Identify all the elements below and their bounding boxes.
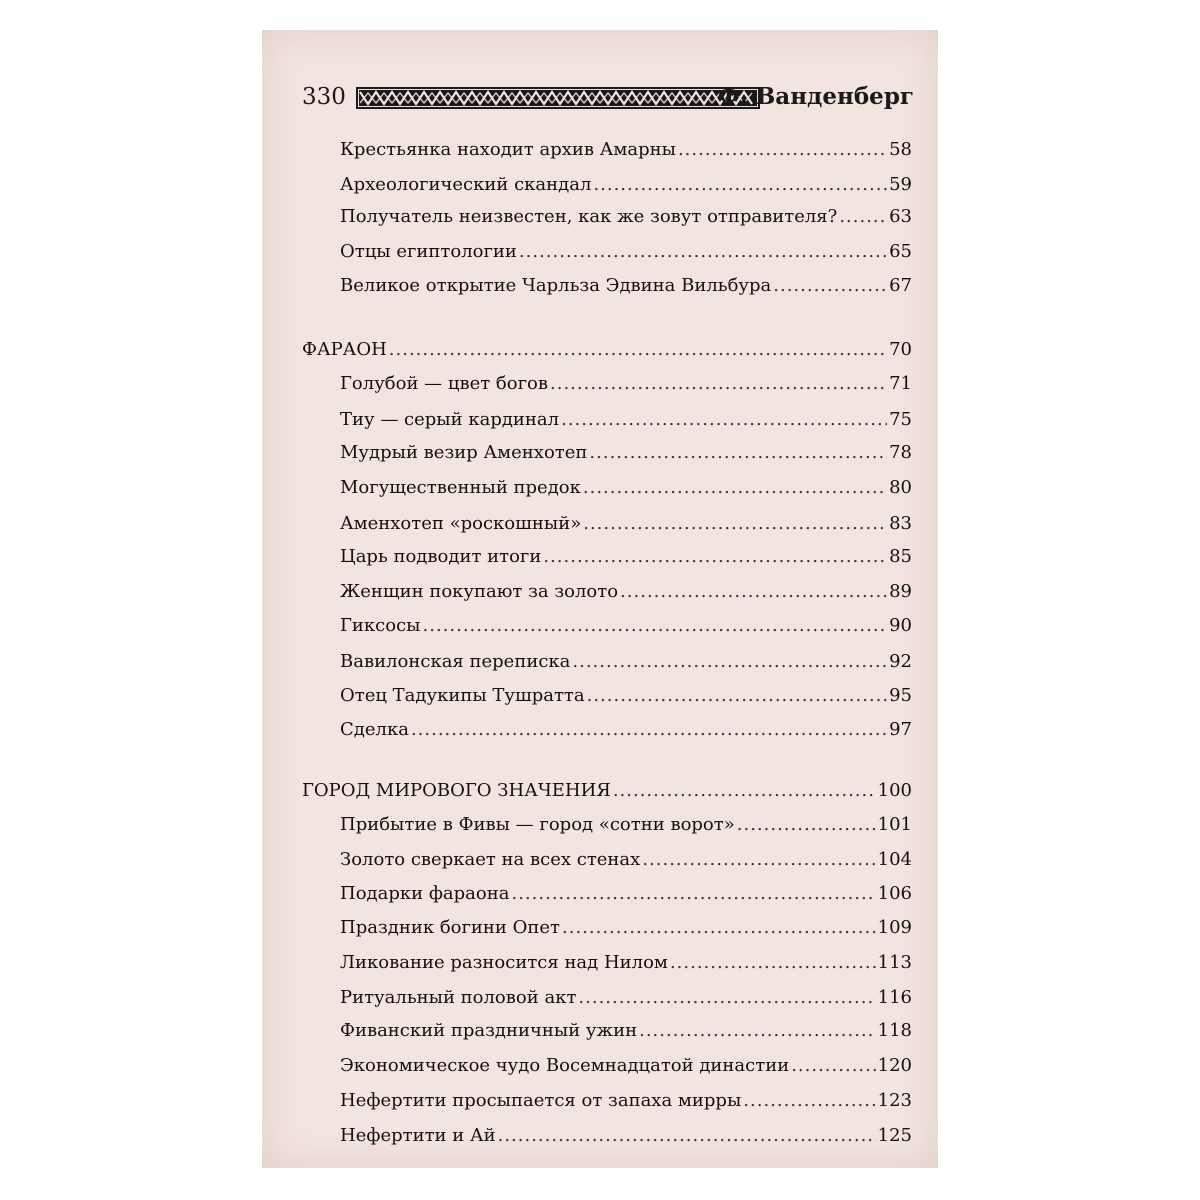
toc-entry <box>340 650 912 674</box>
toc-entry-title: Царь подводит итоги <box>340 546 542 567</box>
dot-leader <box>670 951 876 975</box>
toc-entry-page: 109 <box>877 917 912 938</box>
dot-leader <box>562 916 876 940</box>
dot-leader <box>737 813 876 837</box>
toc-entry-title: Ликование разносится над Нилом <box>340 952 668 973</box>
toc-entry <box>340 205 912 229</box>
toc-entry-page: 100 <box>877 780 912 801</box>
toc-section <box>302 338 912 362</box>
toc-entry-page: 90 <box>889 615 912 636</box>
dot-leader <box>423 614 888 638</box>
dot-leader <box>743 1089 875 1113</box>
dot-leader <box>498 1124 876 1148</box>
toc-entry-page: 95 <box>889 685 912 706</box>
toc-entry-page: 70 <box>889 339 912 360</box>
toc-entry-page: 58 <box>889 139 912 160</box>
dot-leader <box>589 441 887 465</box>
dot-leader <box>620 580 887 604</box>
toc-entry <box>340 951 912 975</box>
toc-entry-title: Отцы египтологии <box>340 241 517 262</box>
toc-entry <box>340 684 912 708</box>
toc-entry <box>340 580 912 604</box>
dot-leader <box>583 476 887 500</box>
toc-entry <box>340 240 912 264</box>
toc-entry-title: Нефертити просыпается от запаха мирры <box>340 1090 742 1111</box>
toc-entry-title: Аменхотеп «роскошный» <box>340 513 582 534</box>
toc-entry-title: Экономическое чудо Восемнадцатой династии <box>340 1055 790 1076</box>
toc-entry-title: Нефертити и Ай <box>340 1125 496 1146</box>
toc-entry <box>340 986 912 1010</box>
dot-leader <box>839 205 887 229</box>
toc-entry <box>340 408 912 432</box>
toc-entry <box>340 718 912 742</box>
toc-entry-page: 97 <box>889 719 912 740</box>
toc-entry <box>340 173 912 197</box>
toc-entry-title: Вавилонская переписка <box>340 651 571 672</box>
toc-entry-page: 85 <box>889 546 912 567</box>
table-of-contents <box>262 30 938 1168</box>
toc-entry-page: 65 <box>889 241 912 262</box>
toc-entry <box>340 813 912 837</box>
dot-leader <box>678 138 887 162</box>
toc-entry <box>340 476 912 500</box>
toc-entry-title: Гиксосы <box>340 615 421 636</box>
toc-entry <box>340 372 912 396</box>
toc-entry-title: ФАРАОН <box>302 339 387 360</box>
dot-leader <box>411 718 887 742</box>
dot-leader <box>519 240 887 264</box>
toc-entry <box>340 512 912 536</box>
dot-leader <box>550 372 887 396</box>
toc-entry <box>340 1054 912 1078</box>
toc-entry-page: 89 <box>889 581 912 602</box>
dot-leader <box>773 274 887 298</box>
toc-entry-title: Сделка <box>340 719 409 740</box>
toc-entry-page: 92 <box>889 651 912 672</box>
dot-leader <box>639 1019 876 1043</box>
toc-entry-page: 63 <box>889 206 912 227</box>
toc-entry-title: Золото сверкает на всех стенах <box>340 849 641 870</box>
toc-entry-page: 67 <box>889 275 912 296</box>
toc-entry-title: Голубой — цвет богов <box>340 373 549 394</box>
toc-entry-page: 118 <box>877 1020 912 1041</box>
toc-entry <box>340 545 912 569</box>
toc-entry <box>340 274 912 298</box>
dot-leader <box>511 882 875 906</box>
dot-leader <box>572 650 887 674</box>
dot-leader <box>587 684 887 708</box>
toc-entry-title: Получатель неизвестен, как же зовут отправителя? <box>340 206 838 227</box>
dot-leader <box>791 1054 875 1078</box>
toc-entry-page: 80 <box>889 477 912 498</box>
toc-entry-title: Праздник богини Опет <box>340 917 560 938</box>
toc-entry-page: 78 <box>889 442 912 463</box>
dot-leader <box>389 338 887 362</box>
toc-entry <box>340 1089 912 1113</box>
toc-entry-title: ГОРОД МИРОВОГО ЗНАЧЕНИЯ <box>302 780 611 801</box>
toc-entry-title: Подарки фараона <box>340 883 510 904</box>
toc-entry-title: Ритуальный половой акт <box>340 987 577 1008</box>
dot-leader <box>578 986 875 1010</box>
author-name: Ф. Ванденберг <box>718 83 914 110</box>
toc-entry <box>340 1019 912 1043</box>
toc-entry-page: 83 <box>889 513 912 534</box>
toc-entry-title: Могущественный предок <box>340 477 581 498</box>
toc-entry-page: 120 <box>877 1055 912 1076</box>
toc-entry-page: 125 <box>877 1125 912 1146</box>
toc-entry-page: 116 <box>877 987 912 1008</box>
toc-entry <box>340 614 912 638</box>
toc-entry <box>340 138 912 162</box>
dot-leader <box>561 408 887 432</box>
toc-entry <box>340 848 912 872</box>
toc-entry-page: 71 <box>889 373 912 394</box>
toc-entry-page: 123 <box>877 1090 912 1111</box>
toc-entry-title: Крестьянка находит архив Амарны <box>340 139 676 160</box>
toc-entry <box>340 1124 912 1148</box>
dot-leader <box>593 173 887 197</box>
book-page <box>262 30 938 1168</box>
toc-entry <box>340 882 912 906</box>
toc-entry-title: Женщин покупают за золото <box>340 581 619 602</box>
toc-entry-title: Археологический скандал <box>340 174 592 195</box>
toc-entry-page: 75 <box>889 409 912 430</box>
toc-entry-page: 101 <box>877 814 912 835</box>
toc-entry-title: Фиванский праздничный ужин <box>340 1020 638 1041</box>
toc-entry-page: 104 <box>877 849 912 870</box>
toc-entry-page: 113 <box>877 952 912 973</box>
dot-leader <box>613 779 876 803</box>
toc-entry <box>340 916 912 940</box>
dot-leader <box>583 512 887 536</box>
toc-entry-title: Прибытие в Фивы — город «сотни ворот» <box>340 814 735 835</box>
page-number: 330 <box>302 84 346 110</box>
toc-entry <box>340 441 912 465</box>
toc-entry-title: Тиу — серый кардинал <box>340 409 560 430</box>
toc-entry-title: Отец Тадукипы Тушратта <box>340 685 585 706</box>
toc-section <box>302 779 912 803</box>
toc-entry-page: 106 <box>877 883 912 904</box>
toc-entry-title: Мудрый везир Аменхотеп <box>340 442 588 463</box>
toc-entry-page: 59 <box>889 174 912 195</box>
toc-entry-title: Великое открытие Чарльза Эдвина Вильбура <box>340 275 772 296</box>
dot-leader <box>543 545 887 569</box>
dot-leader <box>642 848 875 872</box>
